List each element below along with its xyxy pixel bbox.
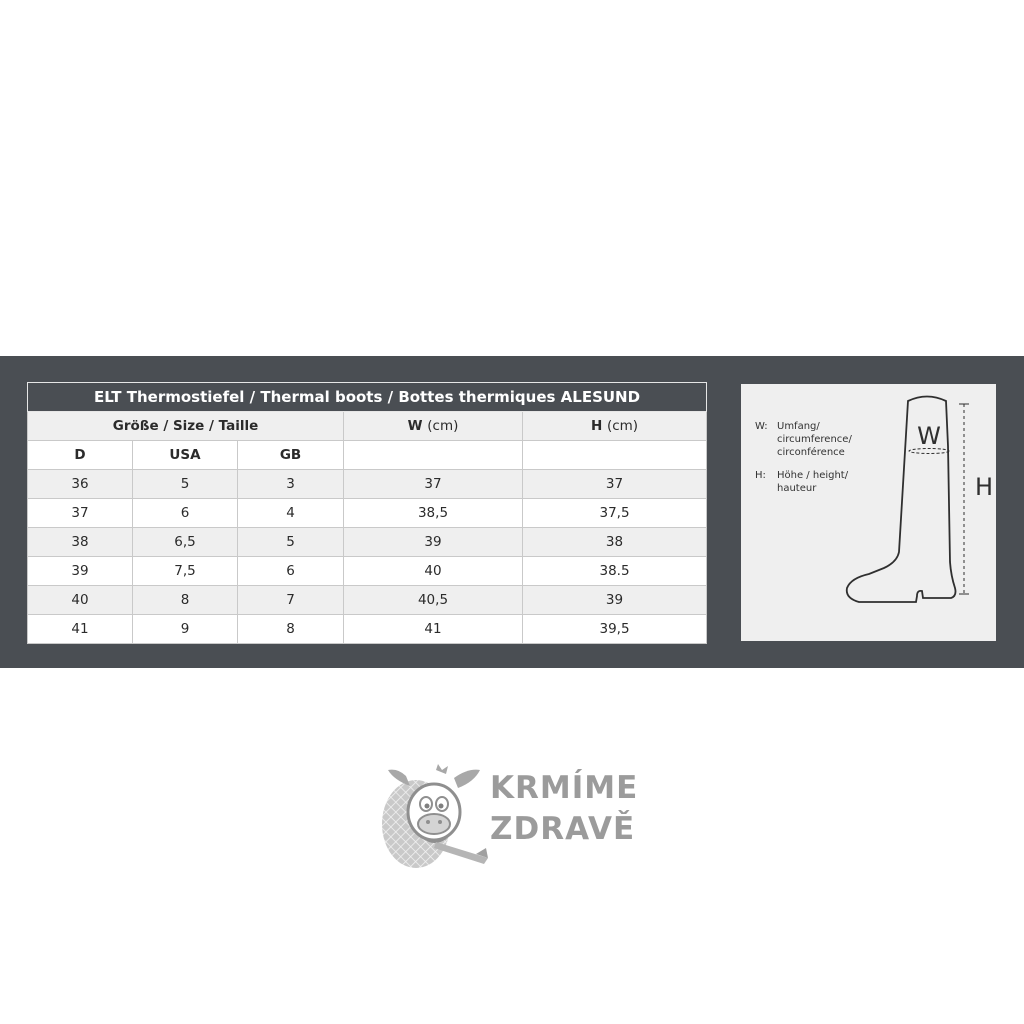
krmime-zdrave-logo [376,762,656,872]
legend-w: W: Umfang/ circumference/ circonférence [755,421,852,458]
cell-w: 41 [344,615,523,644]
table-row [28,528,707,557]
gb-column-header: GB [238,441,344,470]
cell-d: 37 [28,499,133,528]
w-column-header: W (cm) [344,412,523,441]
cell-h: 39,5 [523,615,707,644]
table-row [28,499,707,528]
d-column-header: D [28,441,133,470]
cell-usa: 7,5 [133,557,238,586]
table-title: ELT Thermostiefel / Thermal boots / Bottes thermiques ALESUND [28,383,707,412]
cell-d: 40 [28,586,133,615]
legend-h: H: Höhe / height/ hauteur [755,470,849,494]
cell-usa: 9 [133,615,238,644]
cell-gb: 3 [238,470,344,499]
cell-d: 39 [28,557,133,586]
cell-gb: 8 [238,615,344,644]
table-row [28,557,707,586]
logo-wordmark: KRMÍME ZDRAVĚ [490,770,639,847]
h-marker: H [975,473,994,501]
cell-usa: 6,5 [133,528,238,557]
size-chart-banner [0,356,1024,668]
cell-h: 39 [523,586,707,615]
h-column-header: H (cm) [523,412,707,441]
cell-w: 40 [344,557,523,586]
table-row [28,470,707,499]
cell-usa: 5 [133,470,238,499]
cell-gb: 7 [238,586,344,615]
empty-cell [523,441,707,470]
table-row [28,615,707,644]
usa-column-header: USA [133,441,238,470]
cell-d: 41 [28,615,133,644]
cell-d: 36 [28,470,133,499]
cell-gb: 5 [238,528,344,557]
boot-outline-diagram [741,384,996,641]
table-row [28,586,707,615]
empty-cell [344,441,523,470]
boot-diagram-panel [741,384,996,641]
cell-w: 37 [344,470,523,499]
cell-h: 37 [523,470,707,499]
cell-w: 39 [344,528,523,557]
w-marker: W [917,422,941,450]
size-chart-table [27,382,707,644]
cell-gb: 4 [238,499,344,528]
cell-h: 37,5 [523,499,707,528]
cell-d: 38 [28,528,133,557]
cell-gb: 6 [238,557,344,586]
cell-h: 38 [523,528,707,557]
cell-usa: 6 [133,499,238,528]
mascot-logo-icon [376,762,488,872]
cell-h: 38.5 [523,557,707,586]
cell-w: 38,5 [344,499,523,528]
cell-w: 40,5 [344,586,523,615]
cell-usa: 8 [133,586,238,615]
size-group-header: Größe / Size / Taille [28,412,344,441]
